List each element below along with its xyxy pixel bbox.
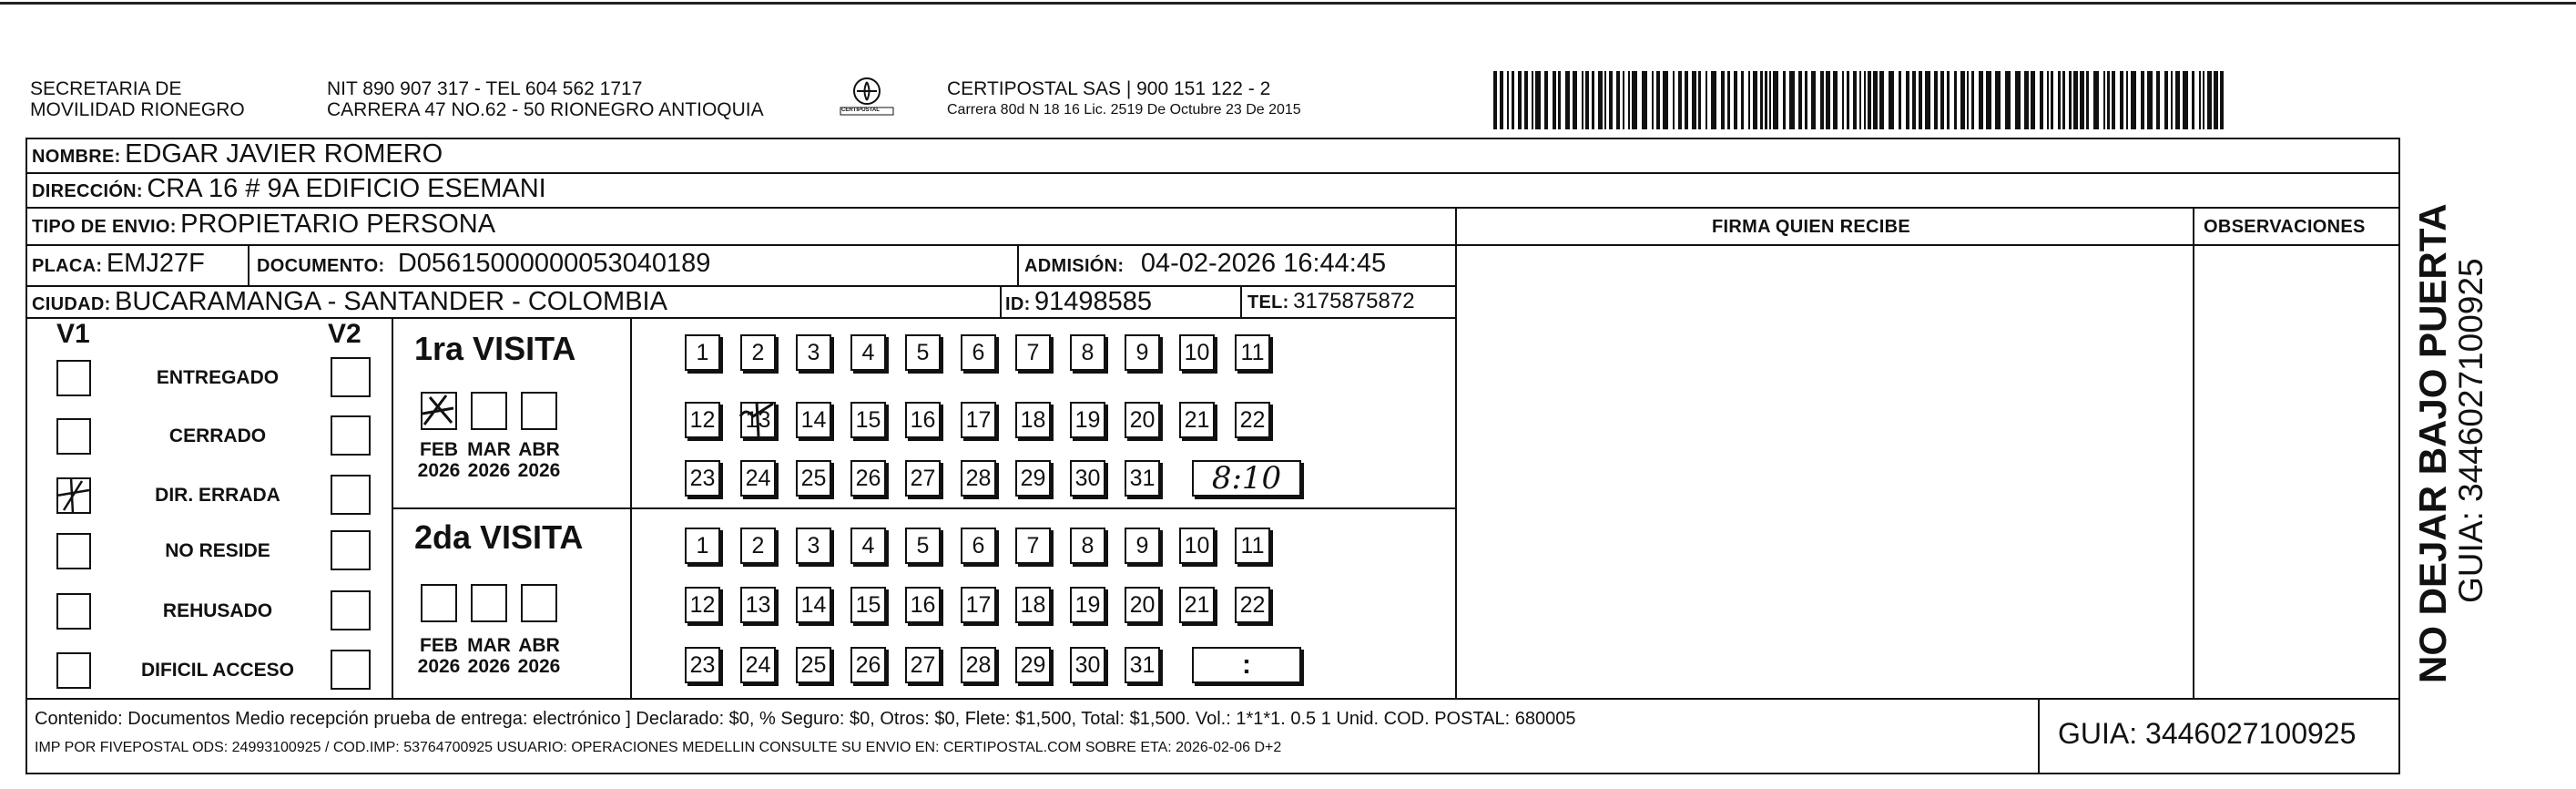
day-box-20[interactable]: 20 (1125, 402, 1160, 438)
month-label (514, 439, 565, 481)
month-name: ABR (518, 635, 560, 656)
month-checkbox-abr[interactable] (521, 392, 557, 430)
day-box-7[interactable]: 7 (1015, 334, 1051, 371)
day-box-24[interactable]: 24 (740, 460, 776, 497)
entity-name (30, 78, 245, 120)
month-name: ABR (518, 439, 560, 460)
day-box-21[interactable]: 21 (1179, 402, 1215, 438)
day-box-22[interactable]: 22 (1235, 587, 1270, 623)
month-checkbox-mar[interactable] (471, 584, 507, 622)
admission-label: ADMISIÓN: (1024, 256, 1125, 276)
day-box-1[interactable]: 1 (685, 334, 720, 371)
v2-checkbox[interactable] (331, 590, 371, 630)
page-top-edge (0, 0, 2576, 7)
day-box-13[interactable]: 13 (740, 587, 776, 623)
side-warning: NO DEJAR BAJO PUERTA (2411, 203, 2454, 683)
month-checkbox-feb[interactable] (421, 392, 457, 430)
day-box-27[interactable]: 27 (905, 460, 941, 497)
document-label: DOCUMENTO: (257, 256, 385, 276)
month-label (514, 635, 565, 677)
city-cell (32, 287, 667, 317)
footer-guia: GUIA: 3446027100925 (2058, 717, 2357, 750)
document-value: D05615000000053040189 (397, 249, 711, 278)
day-box-31[interactable]: 31 (1125, 647, 1160, 683)
city-label: CIUDAD: (32, 294, 111, 314)
day-box-9[interactable]: 9 (1125, 334, 1160, 371)
plate-cell (32, 249, 205, 279)
address-label: DIRECCIÓN: (32, 181, 143, 201)
month-label (413, 439, 464, 481)
entity-contact (327, 78, 764, 120)
day-box-30[interactable]: 30 (1070, 647, 1105, 683)
day-box-25[interactable]: 25 (796, 460, 831, 497)
day-box-3[interactable]: 3 (796, 334, 831, 371)
day-box-22[interactable]: 22 (1235, 402, 1270, 438)
v1-checkbox[interactable] (56, 652, 91, 689)
time-box[interactable]: 8:10 (1192, 460, 1301, 497)
logo-text: CERTIPOSTAL (841, 108, 880, 113)
day-box-25[interactable]: 25 (796, 647, 831, 683)
nit-line: NIT 890 907 317 - TEL 604 562 1717 (327, 78, 643, 99)
address-line: CARRERA 47 NO.62 - 50 RIONEGRO ANTIOQUIA (327, 99, 764, 120)
day-box-15[interactable]: 15 (850, 587, 886, 623)
v2-checkbox[interactable] (331, 475, 371, 515)
status-reason-label: REHUSADO (162, 600, 273, 621)
v1-checkbox[interactable] (56, 418, 91, 455)
month-name: FEB (420, 439, 458, 460)
day-box-6[interactable]: 6 (961, 334, 996, 371)
document-cell (257, 249, 710, 279)
v1-label: V1 (56, 319, 90, 349)
day-box-29[interactable]: 29 (1015, 647, 1051, 683)
status-reason-label: ENTREGADO (156, 367, 280, 388)
status-reason-label: DIFICIL ACCESO (140, 660, 294, 681)
day-box-23[interactable]: 23 (685, 647, 720, 683)
month-checkbox-abr[interactable] (521, 584, 557, 622)
tel-value: 3175875872 (1293, 289, 1415, 313)
day-box-12[interactable]: 12 (685, 402, 720, 438)
id-cell (1005, 287, 1152, 317)
month-label (463, 439, 514, 481)
day-box-19[interactable]: 19 (1070, 587, 1105, 623)
day-box-18[interactable]: 18 (1015, 402, 1051, 438)
day-box-7[interactable]: 7 (1015, 528, 1051, 564)
company-line: CERTIPOSTAL SAS | 900 151 122 - 2 (947, 78, 1271, 99)
address-value: CRA 16 # 9A EDIFICIO ESEMANI (147, 174, 546, 203)
status-reason-label: DIR. ERRADA (155, 485, 280, 506)
day-box-2[interactable]: 2 (740, 528, 776, 564)
day-box-5[interactable]: 5 (905, 528, 941, 564)
month-name: FEB (420, 635, 458, 656)
day-box-20[interactable]: 20 (1125, 587, 1160, 623)
footer-imp-line: IMP POR FIVEPOSTAL ODS: 24993100925 / COD.IMP: 53764700925 USUARIO: OPERACIONES MEDELLIN CONSULTE SU ENVIO EN: CERTIPOSTAL.COM SOBRE ETA: 2026-02-06 D+2 (35, 740, 1282, 755)
certipostal-logo (835, 75, 899, 120)
day-box-28[interactable]: 28 (961, 460, 996, 497)
day-box-24[interactable]: 24 (740, 647, 776, 683)
type-row (32, 210, 495, 240)
day-box-14[interactable]: 14 (796, 402, 831, 438)
type-value: PROPIETARIO PERSONA (180, 210, 496, 239)
observations-label: OBSERVACIONES (2204, 217, 2366, 237)
address-row (32, 174, 546, 204)
v1-checkbox[interactable] (56, 477, 91, 514)
day-box-6[interactable]: 6 (961, 528, 996, 564)
visit2-title: 2da VISITA (414, 518, 584, 556)
month-year: 2026 (417, 656, 461, 677)
name-row (32, 139, 443, 169)
v2-checkbox[interactable] (331, 530, 371, 570)
id-label: ID: (1005, 294, 1031, 314)
day-box-27[interactable]: 27 (905, 647, 941, 683)
side-guia: GUIA: 3446027100925 (2452, 258, 2489, 603)
v1-checkbox[interactable] (56, 593, 91, 630)
status-reason-label: CERRADO (168, 425, 267, 446)
day-box-28[interactable]: 28 (961, 647, 996, 683)
month-label (413, 635, 464, 677)
day-box-3[interactable]: 3 (796, 528, 831, 564)
status-reason-label: NO RESIDE (165, 540, 270, 561)
day-box-17[interactable]: 17 (961, 587, 996, 623)
day-box-16[interactable]: 16 (905, 587, 941, 623)
day-box-4[interactable]: 4 (850, 334, 886, 371)
plate-label: PLACA: (32, 256, 103, 276)
month-year: 2026 (417, 460, 461, 481)
license-line: Carrera 80d N 18 16 Lic. 2519 De Octubre 23 De 2015 (947, 102, 1301, 118)
tel-label: TEL: (1247, 292, 1289, 313)
footer-content-line: Contenido: Documentos Medio recepción prueba de entrega: electrónico ] Declarado: $0, % Seguro: $0, Otros: $0, Flete: $1,500, Total: $1,500. Vol.: 1*1*1. 0.5 1 Unid. COD. POSTAL: 680005 (35, 709, 1576, 729)
v1-checkbox[interactable] (56, 360, 91, 396)
v1-check-mark (51, 474, 86, 510)
day-check-mark (737, 398, 779, 440)
day-box-23[interactable]: 23 (685, 460, 720, 497)
admission-cell (1024, 249, 1386, 279)
entity-line-2: MOVILIDAD RIONEGRO (30, 99, 245, 120)
day-box-26[interactable]: 26 (850, 460, 886, 497)
v2-checkbox[interactable] (331, 650, 371, 690)
month-checkbox-feb[interactable] (421, 584, 457, 622)
day-box-15[interactable]: 15 (850, 402, 886, 438)
day-box-29[interactable]: 29 (1015, 460, 1051, 497)
day-box-5[interactable]: 5 (905, 334, 941, 371)
day-box-2[interactable]: 2 (740, 334, 776, 371)
id-value: 91498585 (1034, 287, 1153, 316)
month-year: 2026 (467, 656, 511, 677)
month-label (463, 635, 514, 677)
day-box-8[interactable]: 8 (1070, 334, 1105, 371)
entity-line-1: SECRETARIA DE (30, 78, 182, 99)
day-box-13[interactable]: 13 (740, 402, 776, 438)
month-year: 2026 (517, 460, 561, 481)
visit1-title: 1ra VISITA (414, 330, 576, 367)
day-box-18[interactable]: 18 (1015, 587, 1051, 623)
month-name: MAR (467, 635, 511, 656)
name-value: EDGAR JAVIER ROMERO (125, 139, 443, 169)
month-check-mark (419, 390, 455, 428)
day-box-21[interactable]: 21 (1179, 587, 1215, 623)
day-box-19[interactable]: 19 (1070, 402, 1105, 438)
day-box-11[interactable]: 11 (1235, 334, 1270, 371)
day-box-9[interactable]: 9 (1125, 528, 1160, 564)
admission-value: 04-02-2026 16:44:45 (1140, 249, 1387, 278)
day-box-16[interactable]: 16 (905, 402, 941, 438)
plate-value: EMJ27F (106, 249, 205, 278)
day-box-11[interactable]: 11 (1235, 528, 1270, 564)
month-name: MAR (467, 439, 511, 460)
day-box-17[interactable]: 17 (961, 402, 996, 438)
barcode (1493, 71, 2224, 129)
day-box-10[interactable]: 10 (1179, 528, 1215, 564)
day-box-4[interactable]: 4 (850, 528, 886, 564)
signature-label: FIRMA QUIEN RECIBE (1712, 217, 1910, 237)
v1-checkbox[interactable] (56, 533, 91, 569)
day-box-26[interactable]: 26 (850, 647, 886, 683)
time-box[interactable]: : (1192, 647, 1301, 683)
day-box-10[interactable]: 10 (1179, 334, 1215, 371)
day-box-30[interactable]: 30 (1070, 460, 1105, 497)
month-year: 2026 (517, 656, 561, 677)
v2-checkbox[interactable] (331, 415, 371, 456)
day-box-8[interactable]: 8 (1070, 528, 1105, 564)
type-label: TIPO DE ENVIO: (32, 217, 177, 237)
day-box-14[interactable]: 14 (796, 587, 831, 623)
month-year: 2026 (467, 460, 511, 481)
v2-label: V2 (328, 319, 361, 349)
day-box-12[interactable]: 12 (685, 587, 720, 623)
name-label: NOMBRE: (32, 147, 121, 167)
month-checkbox-mar[interactable] (471, 392, 507, 430)
v2-checkbox[interactable] (331, 357, 371, 397)
day-box-31[interactable]: 31 (1125, 460, 1160, 497)
tel-cell (1247, 289, 1415, 314)
city-value: BUCARAMANGA - SANTANDER - COLOMBIA (115, 287, 667, 316)
day-box-1[interactable]: 1 (685, 528, 720, 564)
company-info (947, 78, 1301, 119)
